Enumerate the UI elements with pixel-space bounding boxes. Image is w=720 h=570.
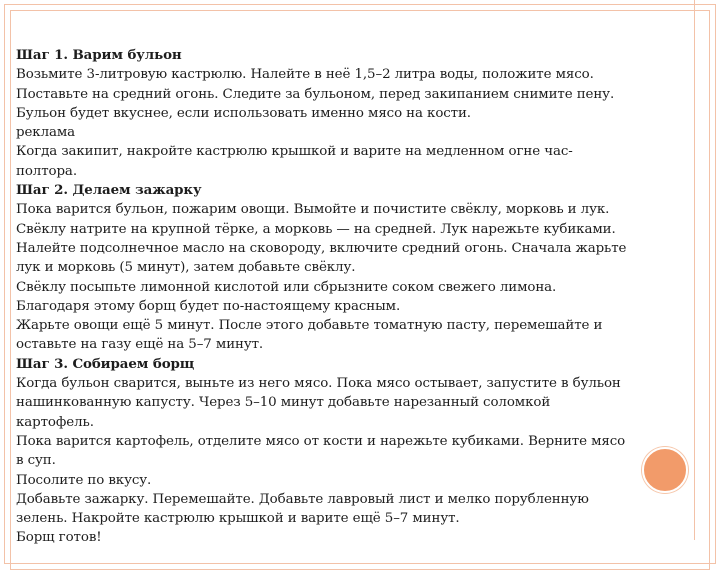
text-line: Свёклу посыпьте лимонной кислотой или сбрызните соком свежего лимона. <box>16 279 557 295</box>
text-line: Пока варится бульон, пожарим овощи. Вымойте и почистите свёклу, морковь и лук. <box>16 202 610 218</box>
text-line: полтора. <box>16 163 77 179</box>
text-line: Возьмите 3-литровую кастрюлю. Налейте в неё 1,5–2 литра воды, положите мясо. <box>16 67 594 83</box>
text-line: Жарьте овощи ещё 5 минут. После этого добавьте томатную пасту, перемешайте и <box>16 318 603 334</box>
text-line: оставьте на газу ещё на 5–7 минут. <box>16 337 264 353</box>
text-line: Бульон будет вкуснее, если использовать именно мясо на кости. <box>16 105 471 121</box>
step-heading: Шаг 2. Делаем зажарку <box>16 182 202 199</box>
slide-vertical-rule <box>694 0 695 540</box>
step-heading: Шаг 1. Варим бульон <box>16 47 182 63</box>
text-line: Благодаря этому борщ будет по-настоящему красным. <box>16 298 401 314</box>
text-line: нашинкованную капусту. Через 5–10 минут добавьте нарезанный соломкой <box>16 395 551 411</box>
text-line: Свёклу натрите на крупной тёрке, а морковь — на средней. Лук нарежьте кубиками. <box>16 221 616 237</box>
text-line: Пока варится картофель, отделите мясо от кости и нарежьте кубиками. Верните мясо <box>16 433 626 449</box>
recipe-text <box>16 46 688 548</box>
decorative-circle <box>642 447 688 493</box>
text-line: Посолите по вкусу. <box>16 472 152 488</box>
text-line: картофель. <box>16 414 94 430</box>
text-line: в суп. <box>16 453 56 469</box>
text-line: Поставьте на средний огонь. Следите за бульоном, перед закипанием снимите пену. <box>16 86 615 102</box>
text-line: лук и морковь (5 минут), затем добавьте свёклу. <box>16 260 356 276</box>
text-line: Налейте подсолнечное масло на сковороду, включите средний огонь. Сначала жарьте <box>16 240 627 256</box>
text-line: Когда бульон сварится, выньте из него мясо. Пока мясо остывает, запустите в бульон <box>16 376 621 392</box>
text-line: Добавьте зажарку. Перемешайте. Добавьте лавровый лист и мелко порубленную <box>16 491 589 507</box>
step-heading: Шаг 3. Собираем борщ <box>16 355 195 372</box>
text-line: Борщ готов! <box>16 530 102 546</box>
text-line: зелень. Накройте кастрюлю крышкой и варите ещё 5–7 минут. <box>16 511 460 527</box>
text-line: Когда закипит, накройте кастрюлю крышкой и варите на медленном огне час- <box>16 144 573 160</box>
text-line: реклама <box>16 125 76 141</box>
